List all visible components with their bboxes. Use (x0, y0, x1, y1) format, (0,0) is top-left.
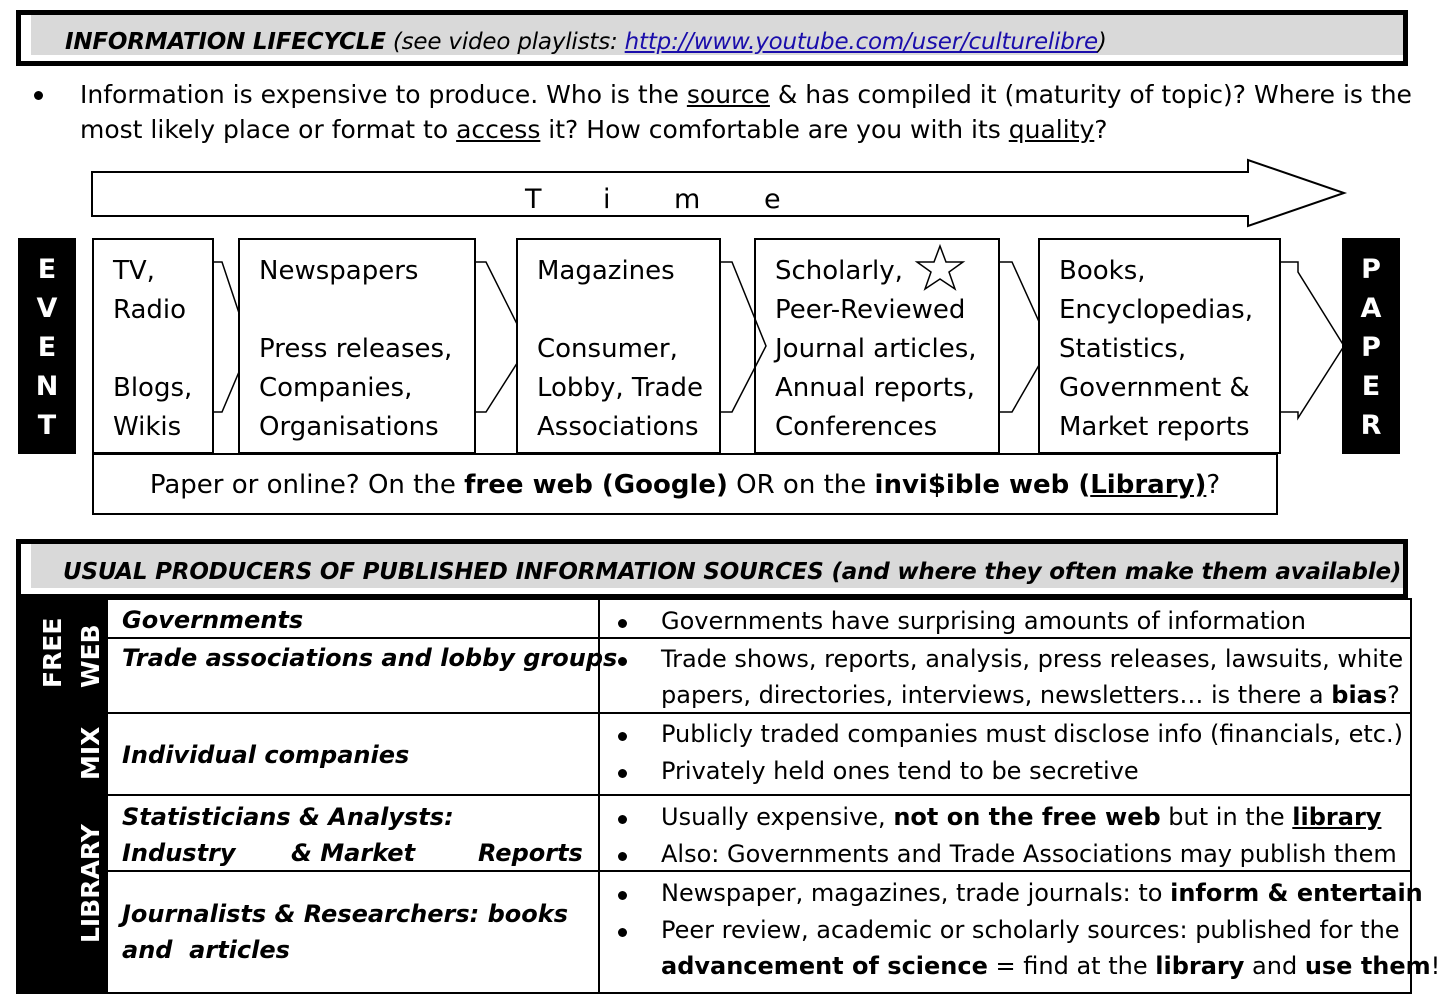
row-note-text: and (1244, 952, 1305, 980)
question-text: OR on the (727, 470, 875, 500)
stage-line: Magazines (537, 256, 675, 286)
stage-line: TV, (113, 256, 155, 286)
producer-trade-associations: Trade associations and lobby groups (122, 644, 618, 672)
producer-journalists: Journalists & Researchers: books (122, 900, 568, 928)
header-paren-open: (see video playlists: (385, 29, 625, 55)
row-note (661, 875, 1423, 911)
row-note (661, 948, 1440, 984)
grid-line (1410, 598, 1412, 994)
row-note-bold: bias (1331, 681, 1388, 709)
intro-source: source (686, 80, 770, 109)
intro-text: & has compiled it (maturity of topic)? Where is the (769, 80, 1412, 109)
stage-spacer (537, 291, 719, 330)
group-label-web: WEB (76, 624, 105, 688)
producer-reports: Reports (478, 839, 583, 867)
time-letter-i: i (603, 184, 611, 215)
stage-spacer (259, 291, 474, 330)
stage-line: Blogs, (113, 373, 193, 403)
grid-line (106, 598, 1412, 600)
paper-letter: R (1360, 410, 1382, 441)
row-note: Also: Governments and Trade Associations may publish them (661, 840, 1397, 868)
library-label: Library) (1090, 470, 1207, 500)
stage-line: Associations (537, 412, 699, 442)
time-letter-e: e (764, 184, 781, 215)
stage-line: Market reports (1059, 412, 1250, 442)
producers-title: USUAL PRODUCERS OF PUBLISHED INFORMATION SOURCES (and where they often make them available) (63, 559, 1402, 585)
stage-line: Press releases, (259, 334, 453, 364)
paper-letter: A (1360, 293, 1382, 324)
stage-line: Wikis (113, 412, 182, 442)
stage-line: Encyclopedias, (1059, 295, 1253, 325)
row-note-text: ? (1387, 681, 1400, 709)
grid-line (106, 598, 108, 994)
event-banner (18, 238, 76, 454)
grid-line (16, 794, 1412, 796)
row-note-text: = find at the (987, 952, 1156, 980)
event-letter: N (35, 371, 59, 402)
group-label-free: FREE (38, 617, 67, 688)
row-note-bold: use them (1304, 952, 1431, 980)
row-note: Peer review, academic or scholarly sources: published for the (661, 916, 1400, 944)
producer-statisticians: Statisticians & Analysts: (122, 803, 454, 831)
intro-text: Information is expensive to produce. Who is the (80, 80, 687, 109)
paper-letter: P (1361, 254, 1381, 285)
stage-line: Lobby, Trade (537, 373, 704, 403)
stage-line: Newspapers (259, 256, 419, 286)
stage-line: Books, (1059, 256, 1146, 286)
row-note-text: ! (1430, 952, 1440, 980)
paper-banner (1342, 238, 1400, 454)
row-note-library: library (1292, 803, 1382, 831)
row-note: Publicly traded companies must disclose info (financials, etc.) (661, 720, 1403, 748)
stage-spacer (113, 330, 212, 369)
event-letter: E (37, 254, 57, 285)
row-note (661, 799, 1381, 835)
event-letter: E (37, 332, 57, 363)
row-note-bold: inform & entertain (1170, 879, 1423, 907)
stage-line: Radio (113, 295, 187, 325)
intro-access: access (456, 115, 541, 144)
bullet-dot (618, 928, 627, 937)
producer-individual-companies: Individual companies (122, 741, 410, 769)
row-note (661, 677, 1400, 713)
grid-line (106, 992, 1412, 994)
producers-header (16, 539, 1408, 599)
stage-line: Annual reports, (775, 373, 975, 403)
row-note-bold: library (1155, 952, 1245, 980)
bullet-dot (618, 769, 627, 778)
intro-text: it? How comfortable are you with its (540, 115, 1009, 144)
stage-line: Scholarly, (775, 256, 903, 286)
producer-governments: Governments (122, 606, 304, 634)
stage-line: Consumer, (537, 334, 678, 364)
event-letter: V (36, 293, 58, 324)
paper-letter: E (1361, 371, 1381, 402)
stage-line: Organisations (259, 412, 439, 442)
stage-line: Journal articles, (775, 334, 977, 364)
row-note-text: papers, directories, interviews, newsletters… is there a (661, 681, 1332, 709)
free-web-label: free web (Google) (464, 470, 728, 500)
bullet-dot (618, 852, 627, 861)
question-text: ? (1206, 470, 1221, 500)
stage-line: Companies, (259, 373, 413, 403)
row-note-text: but in the (1160, 803, 1293, 831)
time-letter-m: m (674, 184, 701, 215)
bullet-dot (618, 619, 627, 628)
producer-market: & Market (291, 839, 416, 867)
stage-newspapers (238, 238, 476, 454)
producer-articles: and articles (122, 936, 290, 964)
event-letter: T (37, 410, 57, 441)
paper-letter: P (1361, 332, 1381, 363)
row-note-text: Newspaper, magazines, trade journals: to (661, 879, 1171, 907)
question-text: Paper or online? On the (149, 470, 465, 500)
intro-quality: quality (1008, 115, 1095, 144)
stage-line: Conferences (775, 412, 938, 442)
invisible-web-label: invi$ible web ( (874, 470, 1091, 500)
intro-text: ? (1094, 115, 1108, 144)
producer-industry: Industry (122, 839, 236, 867)
group-label-library: LIBRARY (76, 824, 105, 943)
producers-table (16, 598, 1440, 994)
stage-line: Peer-Reviewed (775, 295, 966, 325)
bullet-dot (618, 891, 627, 900)
row-note-bold: advancement of science (661, 952, 988, 980)
header-paren-close: ) (1097, 29, 1107, 55)
group-label-mix: MIX (76, 726, 105, 780)
row-note: Trade shows, reports, analysis, press releases, lawsuits, white (661, 645, 1404, 673)
youtube-link[interactable]: http://www.youtube.com/user/culturelibre (624, 29, 1098, 55)
row-note-bold: not on the free web (893, 803, 1161, 831)
row-note: Privately held ones tend to be secretive (661, 757, 1139, 785)
stage-tv-radio (92, 238, 214, 454)
bullet-dot (618, 815, 627, 824)
stage-scholarly (754, 238, 1000, 454)
time-letter-t: T (525, 184, 542, 215)
bullet-dot (618, 657, 627, 666)
lifecycle-title: INFORMATION LIFECYCLE (65, 29, 386, 55)
bullet-dot (618, 732, 627, 741)
stage-line: Government & (1059, 373, 1250, 403)
row-note-text: Usually expensive, (661, 803, 894, 831)
stage-magazines (516, 238, 721, 454)
stage-books (1038, 238, 1281, 454)
free-vs-invisible-web-question (92, 453, 1278, 515)
intro-text: most likely place or format to (80, 115, 457, 144)
stage-line: Statistics, (1059, 334, 1187, 364)
row-note: Governments have surprising amounts of information (661, 607, 1306, 635)
